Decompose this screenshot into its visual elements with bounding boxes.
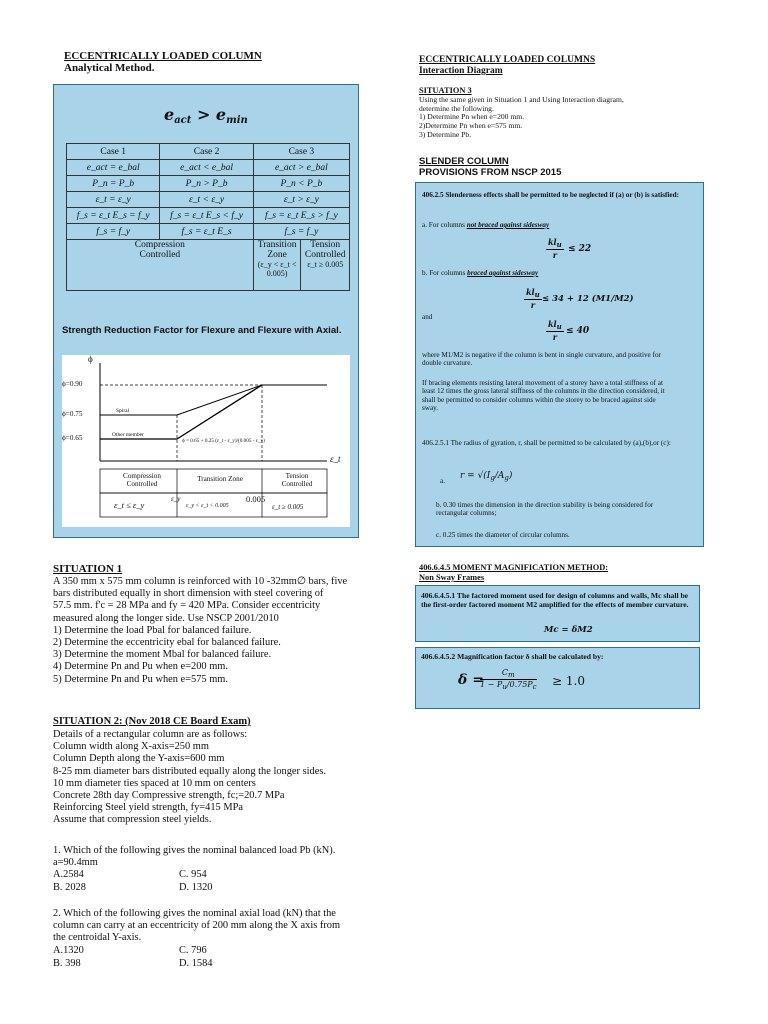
radius-c: c. 0.25 times the diameter of circular columns.	[436, 531, 570, 539]
slender-subtitle: PROVISIONS FROM NSCP 2015	[419, 166, 562, 178]
case-header: Case 2	[160, 144, 253, 160]
strain-cond-tension: ε_t ≥ 0.005	[272, 503, 304, 511]
q2-option-d[interactable]: D. 1584	[179, 957, 213, 969]
question1	[53, 845, 363, 895]
situation2-line: 10 mm diameter ties spaced at 10 mm on centers	[53, 777, 256, 789]
question2-text: column can carry at an eccentricity of 200 mm along the X axis from	[53, 920, 341, 932]
cases-header-row	[67, 144, 350, 160]
question1-text: a=90.4mm	[53, 857, 98, 869]
left-title: ECCENTRICALLY LOADED COLUMN	[64, 50, 262, 62]
situation1-line: A 350 mm x 575 mm column is reinforced with 10 -32mm∅ bars, five	[53, 576, 348, 587]
situation2-block	[53, 716, 363, 827]
phi-graph	[62, 355, 350, 527]
eq-a: klu r	[548, 237, 562, 260]
transition-zone-condition: (ε_y < ε_t < 0.005)	[257, 260, 297, 278]
situation2-line: Reinforcing Steel yield strength, fy=415 MPa	[53, 802, 243, 814]
case-cell: P_n < P_b	[253, 176, 349, 192]
situation2-line: 8-25 mm diameter bars distributed equally along the longer sides.	[53, 765, 326, 777]
transition-zone-label: Transition Zone	[257, 240, 297, 260]
situation3-title: SITUATION 3	[419, 86, 472, 95]
radius-clause: 406.2.5.1 The radius of gyration, r, shall be permitted to be calculated by (a),(b),or (c):	[422, 439, 671, 447]
cases-row	[67, 208, 350, 224]
strain-ey-mark: ε_y	[171, 495, 181, 503]
phi-075-label: ϕ=0.75	[62, 410, 83, 418]
question2	[53, 908, 368, 971]
situation2-line: Column width along X-axis=250 mm	[53, 741, 209, 753]
mm-clause-2: 406.6.4.5.2 Magnification factor δ shall be calculated by:	[421, 652, 604, 661]
eq-b: klu r	[526, 287, 540, 310]
phi-090-label: ϕ=0.90	[62, 380, 83, 388]
question1-text: 1. Which of the following gives the nominal balanced load Pb (kN).	[53, 845, 336, 856]
cases-row	[67, 176, 350, 192]
case-cell: e_act > e_bal	[253, 160, 349, 176]
situation2-line: Column Depth along the Y-axis=600 mm	[53, 753, 225, 765]
zone-transition: Transition Zone	[197, 475, 243, 483]
case-cell: P_n > P_b	[160, 176, 253, 192]
cases-table	[66, 143, 350, 291]
situation2-line: Concrete 28th day Compressive strength, fc;=20.7 MPa	[53, 790, 285, 802]
main-condition: eact > emin	[164, 105, 248, 126]
q1-option-c[interactable]: C. 954	[179, 869, 207, 881]
case-cell: f_s = ε_t E_s > f_y	[253, 208, 349, 224]
clause-a-condition: not braced against sidesway	[466, 221, 550, 229]
situation2-line: Assume that compression steel yields.	[53, 814, 212, 826]
question2-text: 2. Which of the following gives the nominal axial load (kN) that the	[53, 908, 336, 919]
slender-heading	[419, 157, 561, 178]
case-cell: f_s = ε_t E_s < f_y	[160, 208, 253, 224]
phi-065-label: ϕ=0.65	[62, 434, 83, 442]
radius-b: b. 0.30 times the dimension in the direction stability is being considered for rectangular columns;	[436, 501, 654, 518]
case-cell: ε_t = ε_y	[67, 192, 160, 208]
cases-row	[67, 224, 350, 240]
strain-axis-label: ε_t	[330, 454, 341, 464]
case-cell: ε_t > ε_y	[253, 192, 349, 208]
q1-option-a[interactable]: A.2584	[53, 869, 84, 881]
strain-0005-mark: 0.005	[246, 494, 266, 504]
strain-cond-transition: ε_y < ε_t < 0.005	[186, 503, 229, 509]
clause-b-condition: braced against sidesway	[467, 269, 539, 277]
situation3-line: Using the same given in Situation 1 and Using Interaction diagram,	[419, 94, 624, 104]
analytical-panel	[53, 84, 359, 538]
bracing-note: If bracing elements resisting lateral movement of a storey have a total stiffness of at least 12 times the gross lateral stiffness of the columns in the direction considered, it shall be permitted to consider columns within the storey to be braced against side sway.	[422, 379, 665, 413]
case-header: Case 1	[67, 144, 160, 160]
q2-option-c[interactable]: C. 796	[179, 944, 207, 956]
situation1-line: 4) Determine Pn and Pu when e=200 mm.	[53, 661, 228, 673]
right-title: ECCENTRICALLY LOADED COLUMNS	[419, 55, 596, 65]
zone-tension: Tension Controlled	[281, 472, 313, 489]
tension-zone-condition: ε_t ≥ 0.005	[307, 260, 344, 269]
eq-c-limit: ≤ 40	[566, 326, 590, 336]
left-subtitle: Analytical Method.	[64, 62, 155, 74]
situation1-line: measured along the longer side. Use NSCP 2001/2010	[53, 612, 279, 624]
compression-zone-label: Compression Controlled	[134, 240, 185, 260]
other-member-label: Other member	[112, 432, 144, 438]
situation3-line: 2)Determine Pn when e=575 mm.	[419, 121, 523, 131]
case-cell: f_s = f_y	[67, 224, 160, 240]
mm-box-2	[415, 647, 700, 709]
cases-row	[67, 192, 350, 208]
right-heading	[419, 55, 595, 77]
situation1-line: 1) Determine the load Pbal for balanced failure.	[53, 624, 252, 636]
zone-row	[67, 240, 350, 291]
case-cell: f_s = ε_t E_s	[160, 224, 253, 240]
case-header: Case 3	[253, 144, 349, 160]
mm-eq-1: Mc = δM2	[544, 625, 593, 635]
situation3-line: 3) Determine Pb.	[419, 129, 472, 139]
spiral-label: Spiral	[116, 408, 130, 414]
case-cell: f_s = f_y	[253, 224, 349, 240]
radius-formula: $r = √(I_g/A_g)$	[460, 471, 513, 482]
situation1-line: 3) Determine the moment Mbal for balanced failure.	[53, 649, 272, 661]
situation1-line: 2) Determine the eccentricity ebal for balanced failure.	[53, 637, 281, 649]
situation3-block	[419, 87, 724, 140]
phi-axis-label: ϕ	[88, 354, 93, 364]
slender-panel	[415, 182, 704, 547]
situation1-block	[53, 563, 363, 686]
clause-a	[422, 221, 549, 229]
case-cell: P_n = P_b	[67, 176, 160, 192]
cases-row	[67, 160, 350, 176]
right-subtitle: Interaction Diagram	[419, 66, 503, 76]
situation2-title: SITUATION 2: (Nov 2018 CE Board Exam)	[53, 716, 251, 727]
eq-c: klu r	[548, 319, 562, 342]
and-text: and	[422, 313, 433, 321]
spiral-curve	[100, 385, 327, 415]
strength-reduction-title: Strength Reduction Factor for Flexure and Flexure with Axial.	[62, 325, 342, 336]
q1-option-d[interactable]: D. 1320	[179, 882, 213, 894]
question2-text: the centroidal Y-axis.	[53, 932, 142, 944]
mm-title: 406.6.4.5 MOMENT MAGNIFICATION METHOD:	[419, 563, 609, 572]
eq-b-limit: ≤ 34 + 12 (M1/M2)	[542, 294, 634, 304]
case-cell: ε_t < ε_y	[160, 192, 253, 208]
clause-a-prefix: a. For columns	[422, 221, 467, 229]
radius-a-label: a.	[440, 477, 445, 485]
mm-heading	[419, 563, 608, 583]
slender-title: SLENDER COLUMN	[419, 156, 509, 167]
situation1-line: 57.5 mm. f'c = 28 MPa and fy = 420 MPa. Consider eccentricity	[53, 600, 321, 612]
case-cell: e_act < e_bal	[160, 160, 253, 176]
left-heading	[64, 50, 262, 74]
clause-b-prefix: b. For columns	[422, 269, 468, 277]
case-cell: f_s = ε_t E_s = f_y	[67, 208, 160, 224]
q1-option-b[interactable]: B. 2028	[53, 882, 86, 894]
strain-cond-compression: ε_t ≤ ε_y	[114, 500, 145, 510]
situation1-line: bars distributed equally in short dimension with steel covering of	[53, 588, 324, 600]
mm-subtitle: Non Sway Frames	[419, 573, 485, 582]
situation1-line: 5) Determine Pn and Pu when e=575 mm.	[53, 673, 228, 685]
clause-b	[422, 269, 538, 277]
situation3-line: determine the following.	[419, 103, 494, 113]
tension-zone-cell	[301, 240, 350, 291]
case-cell: e_act = e_bal	[67, 160, 160, 176]
tension-zone-label: Tension Controlled	[304, 240, 346, 260]
mm-box-1	[415, 585, 700, 642]
eq-a-limit: ≤ 22	[568, 244, 592, 254]
slenderness-clause: 406.2.5 Slenderness effects shall be permitted to be neglected if (a) or (b) is satisfied:	[422, 191, 679, 199]
situation2-line: Details of a rectangular column are as follows:	[53, 729, 248, 740]
curvature-note: where M1/M2 is negative if the column is bent in single curvature, and positive for double curvature.	[422, 351, 661, 368]
zone-compression: Compression Controlled	[123, 472, 161, 489]
situation1-title: SITUATION 1	[53, 563, 123, 575]
compression-zone-cell	[67, 240, 254, 291]
delta-symbol: δ =	[458, 672, 484, 688]
mm-clause-1: 406.6.4.5.1 The factored moment used for design of columns and walls, Mc shall be the first-order factored moment M2 amplified for the effects of member curvature.	[421, 591, 689, 609]
mm-eq-2-limit: ≥ 1.0	[552, 674, 585, 688]
transition-formula: ϕ = 0.65 + 0.25 (ε_t - ε_y)/(0.005 - ε_y)	[182, 438, 265, 444]
q2-option-a[interactable]: A.1320	[53, 944, 84, 956]
situation3-line: 1) Determine Pn when e=200 mm.	[419, 112, 525, 122]
q2-option-b[interactable]: B. 398	[53, 957, 81, 969]
transition-zone-cell	[253, 240, 301, 291]
mm-fraction: Cm 1 − Pu/0.75Pc	[480, 668, 537, 691]
